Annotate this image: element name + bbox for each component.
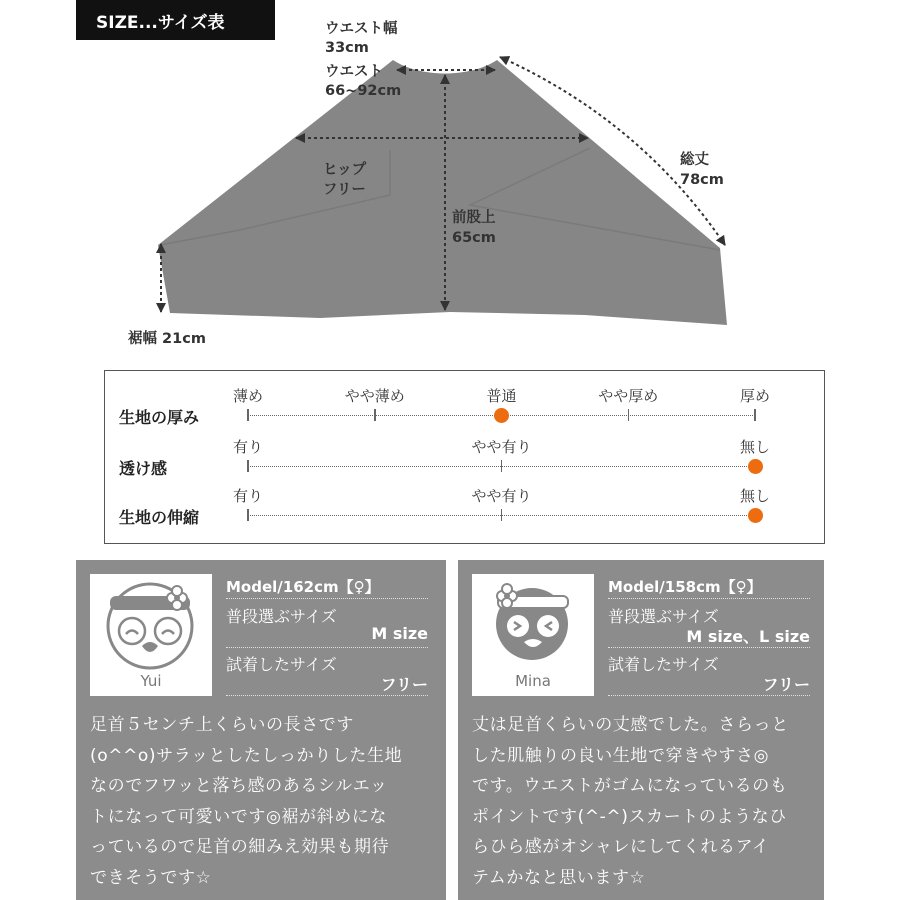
model-comment (90, 710, 434, 893)
rise-label: 前股上 (452, 210, 496, 226)
usual-size-label: 普段選ぶサイズ (226, 607, 337, 626)
comment-line: できそうです☆ (90, 867, 212, 888)
rating-tick-label: やや有り (471, 438, 532, 456)
hip-value: フリー (323, 182, 366, 198)
avatar (472, 574, 594, 696)
waist-width-label: ウエスト幅 (325, 21, 398, 37)
comment-line: テムかなと思います☆ (472, 867, 646, 888)
model-title: Model/158cm【♀】 (608, 578, 762, 596)
rating-tick-label: 普通 (486, 387, 517, 405)
model-comment (472, 710, 812, 893)
header-title: SIZE...サイズ表 (96, 12, 225, 33)
rating-selected-dot (748, 459, 763, 474)
comment-line: らひら感がオシャレにしてくれるアイ (472, 837, 770, 857)
comment-line: です。ウエストがゴムになっているのも (472, 776, 788, 796)
rating-tick-mark (754, 409, 756, 421)
rating-tick-label: 無し (739, 487, 771, 505)
model-card-yui (76, 560, 446, 900)
rise-value: 65cm (452, 230, 496, 246)
rating-label: 透け感 (119, 459, 168, 478)
rating-tick-label: 有り (232, 487, 264, 505)
rating-tick-mark (247, 409, 249, 421)
rating-selected-dot (494, 408, 509, 423)
avatar (90, 574, 212, 696)
hip-label: ヒップ (323, 162, 367, 178)
model-card-mina (458, 560, 824, 900)
rating-tick-label: 厚め (739, 387, 771, 405)
length-label: 総丈 (680, 152, 709, 168)
model-name: Yui (140, 672, 162, 690)
rating-label: 生地の厚み (119, 408, 200, 427)
comment-line: っているので足首の細みえ効果も期待 (90, 837, 390, 857)
waist-width-value: 33cm (325, 40, 369, 56)
comment-line: 丈は足首くらいの丈感でした。さらっと (472, 715, 789, 735)
garment-shape (158, 60, 727, 325)
rating-tick-label: 薄め (232, 387, 264, 405)
model-title: Model/162cm【♀】 (226, 578, 380, 596)
rating-tick-mark (374, 409, 376, 421)
rating-tick-label: やや厚め (598, 387, 659, 405)
waist-label: ウエスト (325, 64, 383, 80)
rating-tick-label: やや薄め (344, 387, 405, 405)
model-name: Mina (515, 672, 551, 690)
fabric-ratings-panel (104, 370, 825, 544)
comment-line: トになって可愛いです◎裾が斜めにな (90, 806, 388, 827)
tried-size-label: 試着したサイズ (608, 655, 719, 674)
rating-tick-mark (247, 460, 249, 472)
waist-value: 66~92cm (325, 83, 402, 99)
usual-size-label: 普段選ぶサイズ (608, 607, 719, 626)
rating-tick-label: 無し (739, 438, 771, 456)
comment-line: した肌触りの良い生地で穿きやすさ◎ (472, 745, 770, 766)
comment-line: 足首５センチ上くらいの長さです (90, 715, 354, 735)
rating-tick-label: 有り (232, 438, 264, 456)
comment-line: なのでフワッと落ち感のあるシルエッ (90, 776, 388, 796)
hem-label: 裾幅 21cm (128, 331, 206, 347)
tried-size-value: フリー (762, 675, 810, 694)
rating-tick-mark (501, 460, 503, 472)
comment-line: ポイントです(^-^)スカートのようなひ (472, 806, 787, 827)
usual-size-value: M size (371, 624, 428, 643)
rating-selected-dot (748, 508, 763, 523)
tried-size-value: フリー (380, 675, 428, 694)
rating-tick-mark (247, 509, 249, 521)
rating-tick-mark (501, 509, 503, 521)
comment-line: (o^^o)サラッとしたしっかりした生地 (90, 745, 403, 766)
rating-label: 生地の伸縮 (119, 508, 200, 527)
rating-tick-label: やや有り (471, 487, 532, 505)
rating-tick-mark (628, 409, 630, 421)
length-value: 78cm (680, 172, 724, 188)
tried-size-label: 試着したサイズ (226, 655, 337, 674)
garment-diagram (0, 0, 900, 360)
usual-size-value: M size、L size (686, 627, 810, 646)
size-chart-header (76, 0, 275, 40)
